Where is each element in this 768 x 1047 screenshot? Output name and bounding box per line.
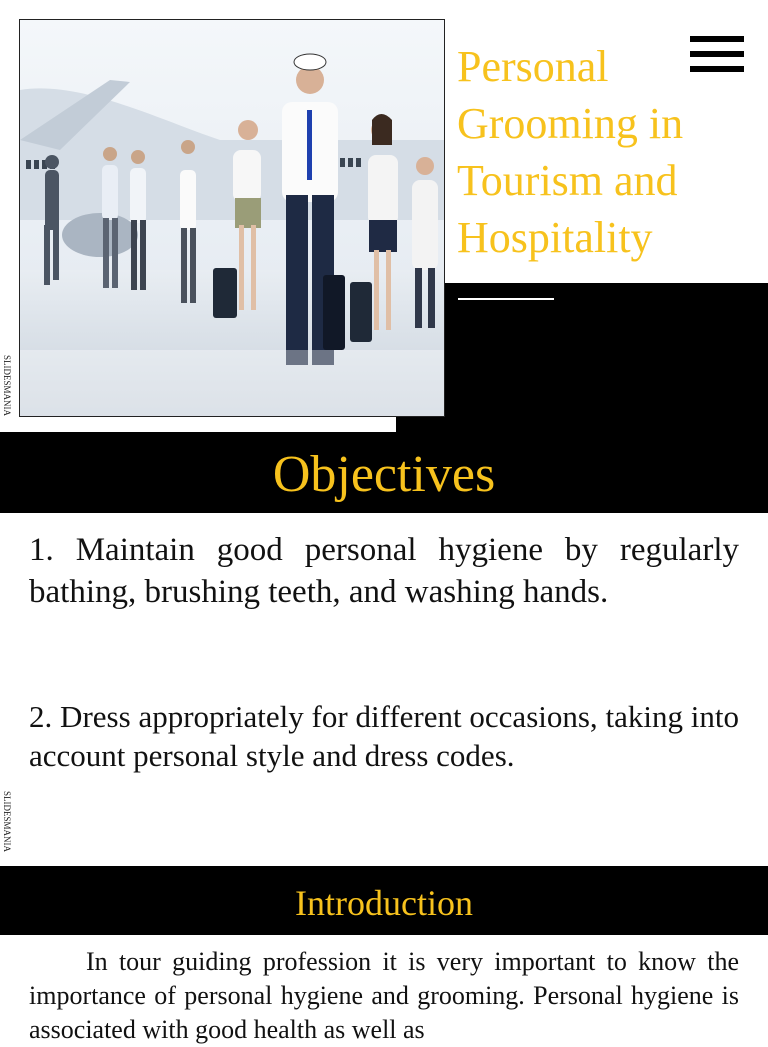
- slidesmania-watermark: SLIDESMANIA: [2, 355, 12, 417]
- title-line: Grooming in: [457, 99, 684, 148]
- title-line: Tourism and: [457, 156, 678, 205]
- title-line: Hospitality: [457, 213, 653, 262]
- title-accent-line: [458, 298, 554, 300]
- title-line: Personal: [457, 42, 609, 91]
- objective-item-1: 1. Maintain good personal hygiene by regularly bathing, brushing teeth, and washing hands.: [29, 532, 739, 610]
- objectives-header: [0, 432, 768, 513]
- introduction-paragraph: In tour guiding profession it is very important to know the importance of personal hygiene and grooming. Personal hygiene is associated with good health as well as: [29, 947, 739, 1044]
- introduction-header: [0, 866, 768, 935]
- objective-item-2: 2. Dress appropriately for different occasions, taking into account personal style and dress codes.: [29, 699, 739, 773]
- introduction-heading: Introduction: [295, 883, 473, 923]
- title-slide: [0, 0, 768, 432]
- objectives-content: [0, 513, 768, 866]
- airline-crew-photo: [19, 19, 445, 417]
- hamburger-menu-icon[interactable]: [690, 36, 744, 72]
- objectives-heading: Objectives: [272, 446, 496, 503]
- title-slide-black-panel: [396, 283, 768, 432]
- presentation-title: [457, 38, 757, 266]
- slidesmania-watermark: SLIDESMANIA: [2, 791, 12, 853]
